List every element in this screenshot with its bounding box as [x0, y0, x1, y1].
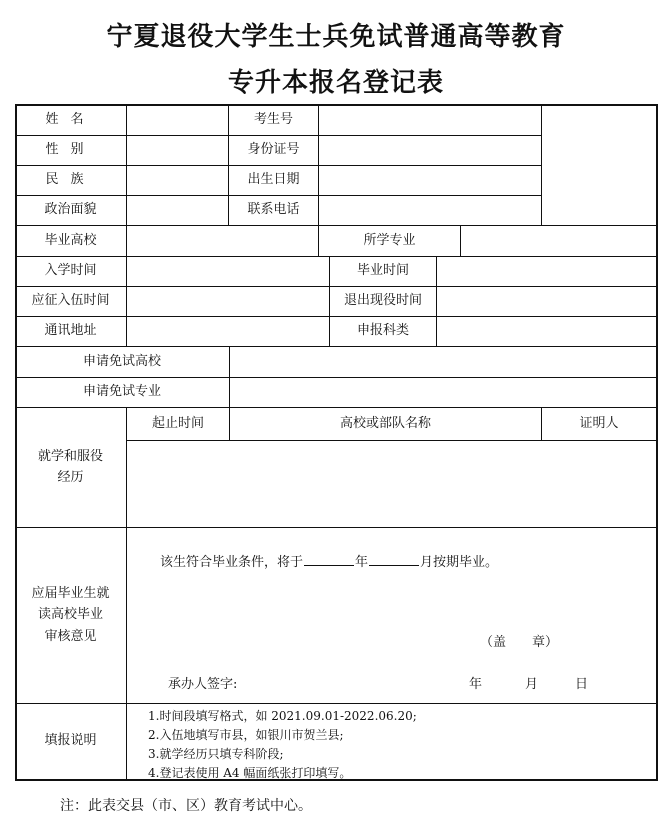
label-enlist-time: 应征入伍时间: [31, 293, 110, 309]
label-enroll-time: 入学时间: [44, 263, 97, 279]
value-birth-date[interactable]: [319, 165, 541, 195]
col-header-time: 起止时间: [151, 415, 204, 431]
date-day: 日: [575, 677, 589, 692]
form-title: 宁夏退役大学生士兵免试普通高等教育: [106, 22, 566, 52]
value-name[interactable]: [127, 104, 228, 135]
value-major[interactable]: [461, 225, 656, 256]
instruction-item: 2.入伍地填写市县，如银川市贺兰县;: [148, 728, 344, 742]
value-apply-major[interactable]: [230, 377, 656, 407]
footnote: 注：此表交县（市、区）教育考试中心。: [60, 798, 312, 814]
label-phone: 联系电话: [247, 202, 300, 218]
label-birth-date: 出生日期: [247, 172, 300, 188]
review-statement: [160, 553, 498, 569]
value-gender[interactable]: [127, 135, 228, 165]
label-exam-no: 考生号: [253, 111, 293, 127]
label-apply-school: 申请免试高校: [82, 353, 161, 369]
label-review: [15, 527, 126, 703]
label-experience-line2: 经历: [57, 470, 84, 485]
value-ethnicity[interactable]: [127, 165, 228, 195]
value-political[interactable]: [127, 195, 228, 225]
label-experience-line1: 就学和服役: [37, 448, 103, 464]
review-statement-year: 年: [355, 555, 369, 570]
label-experience: [15, 407, 126, 527]
label-address: 通讯地址: [44, 323, 97, 339]
review-statement-a: 该生符合毕业条件，将于: [160, 555, 304, 570]
label-name: 姓名: [45, 111, 96, 127]
review-statement-b: 月按期毕业。: [420, 555, 499, 570]
label-apply-subject: 申报科类: [356, 323, 409, 339]
col-header-org: 高校或部队名称: [339, 415, 431, 431]
value-grad-time[interactable]: [437, 256, 656, 286]
instructions-list: [148, 707, 417, 783]
photo-box[interactable]: [542, 104, 656, 225]
label-gender: 性别: [45, 142, 96, 158]
seal-text: （盖 章）: [480, 635, 559, 650]
form-subtitle: 专升本报名登记表: [227, 68, 444, 98]
label-political: 政治面貌: [44, 202, 97, 218]
label-review-line2: 读高校毕业: [37, 607, 103, 623]
instruction-item: 4.登记表使用 A4 幅面纸张打印填写。: [148, 766, 352, 780]
value-enroll-time[interactable]: [127, 256, 329, 286]
value-exam-no[interactable]: [319, 104, 541, 135]
label-grad-time: 毕业时间: [356, 263, 409, 279]
date-month: 月: [525, 677, 539, 692]
month-blank[interactable]: [369, 553, 419, 566]
value-address[interactable]: [127, 316, 329, 346]
value-id-no[interactable]: [319, 135, 541, 165]
year-blank[interactable]: [304, 553, 354, 566]
label-discharge-time: 退出现役时间: [343, 293, 422, 309]
label-review-line3: 审核意见: [44, 628, 97, 644]
instruction-item: 1.时间段填写格式，如 2021.09.01-2022.06.20;: [148, 709, 417, 723]
value-experience[interactable]: [127, 441, 656, 527]
value-enlist-time[interactable]: [127, 286, 329, 316]
value-apply-subject[interactable]: [437, 316, 656, 346]
label-major: 所学专业: [363, 232, 416, 248]
label-apply-major: 申请免试专业: [82, 384, 161, 400]
label-instructions: 填报说明: [44, 733, 97, 749]
label-ethnicity: 民族: [45, 172, 96, 188]
instruction-item: 3.就学经历只填专科阶段;: [148, 747, 284, 761]
handler-signature-label: 承办人签字:: [168, 677, 238, 692]
value-grad-school[interactable]: [127, 225, 318, 256]
date-year: 年: [469, 677, 483, 692]
value-apply-school[interactable]: [230, 346, 656, 377]
table-border-right: [656, 104, 658, 781]
col-header-witness: 证明人: [579, 415, 619, 431]
label-grad-school: 毕业高校: [44, 232, 97, 248]
label-review-line1: 应届毕业生就: [31, 585, 110, 601]
value-discharge-time[interactable]: [437, 286, 656, 316]
label-id-no: 身份证号: [247, 142, 300, 158]
value-phone[interactable]: [319, 195, 541, 225]
